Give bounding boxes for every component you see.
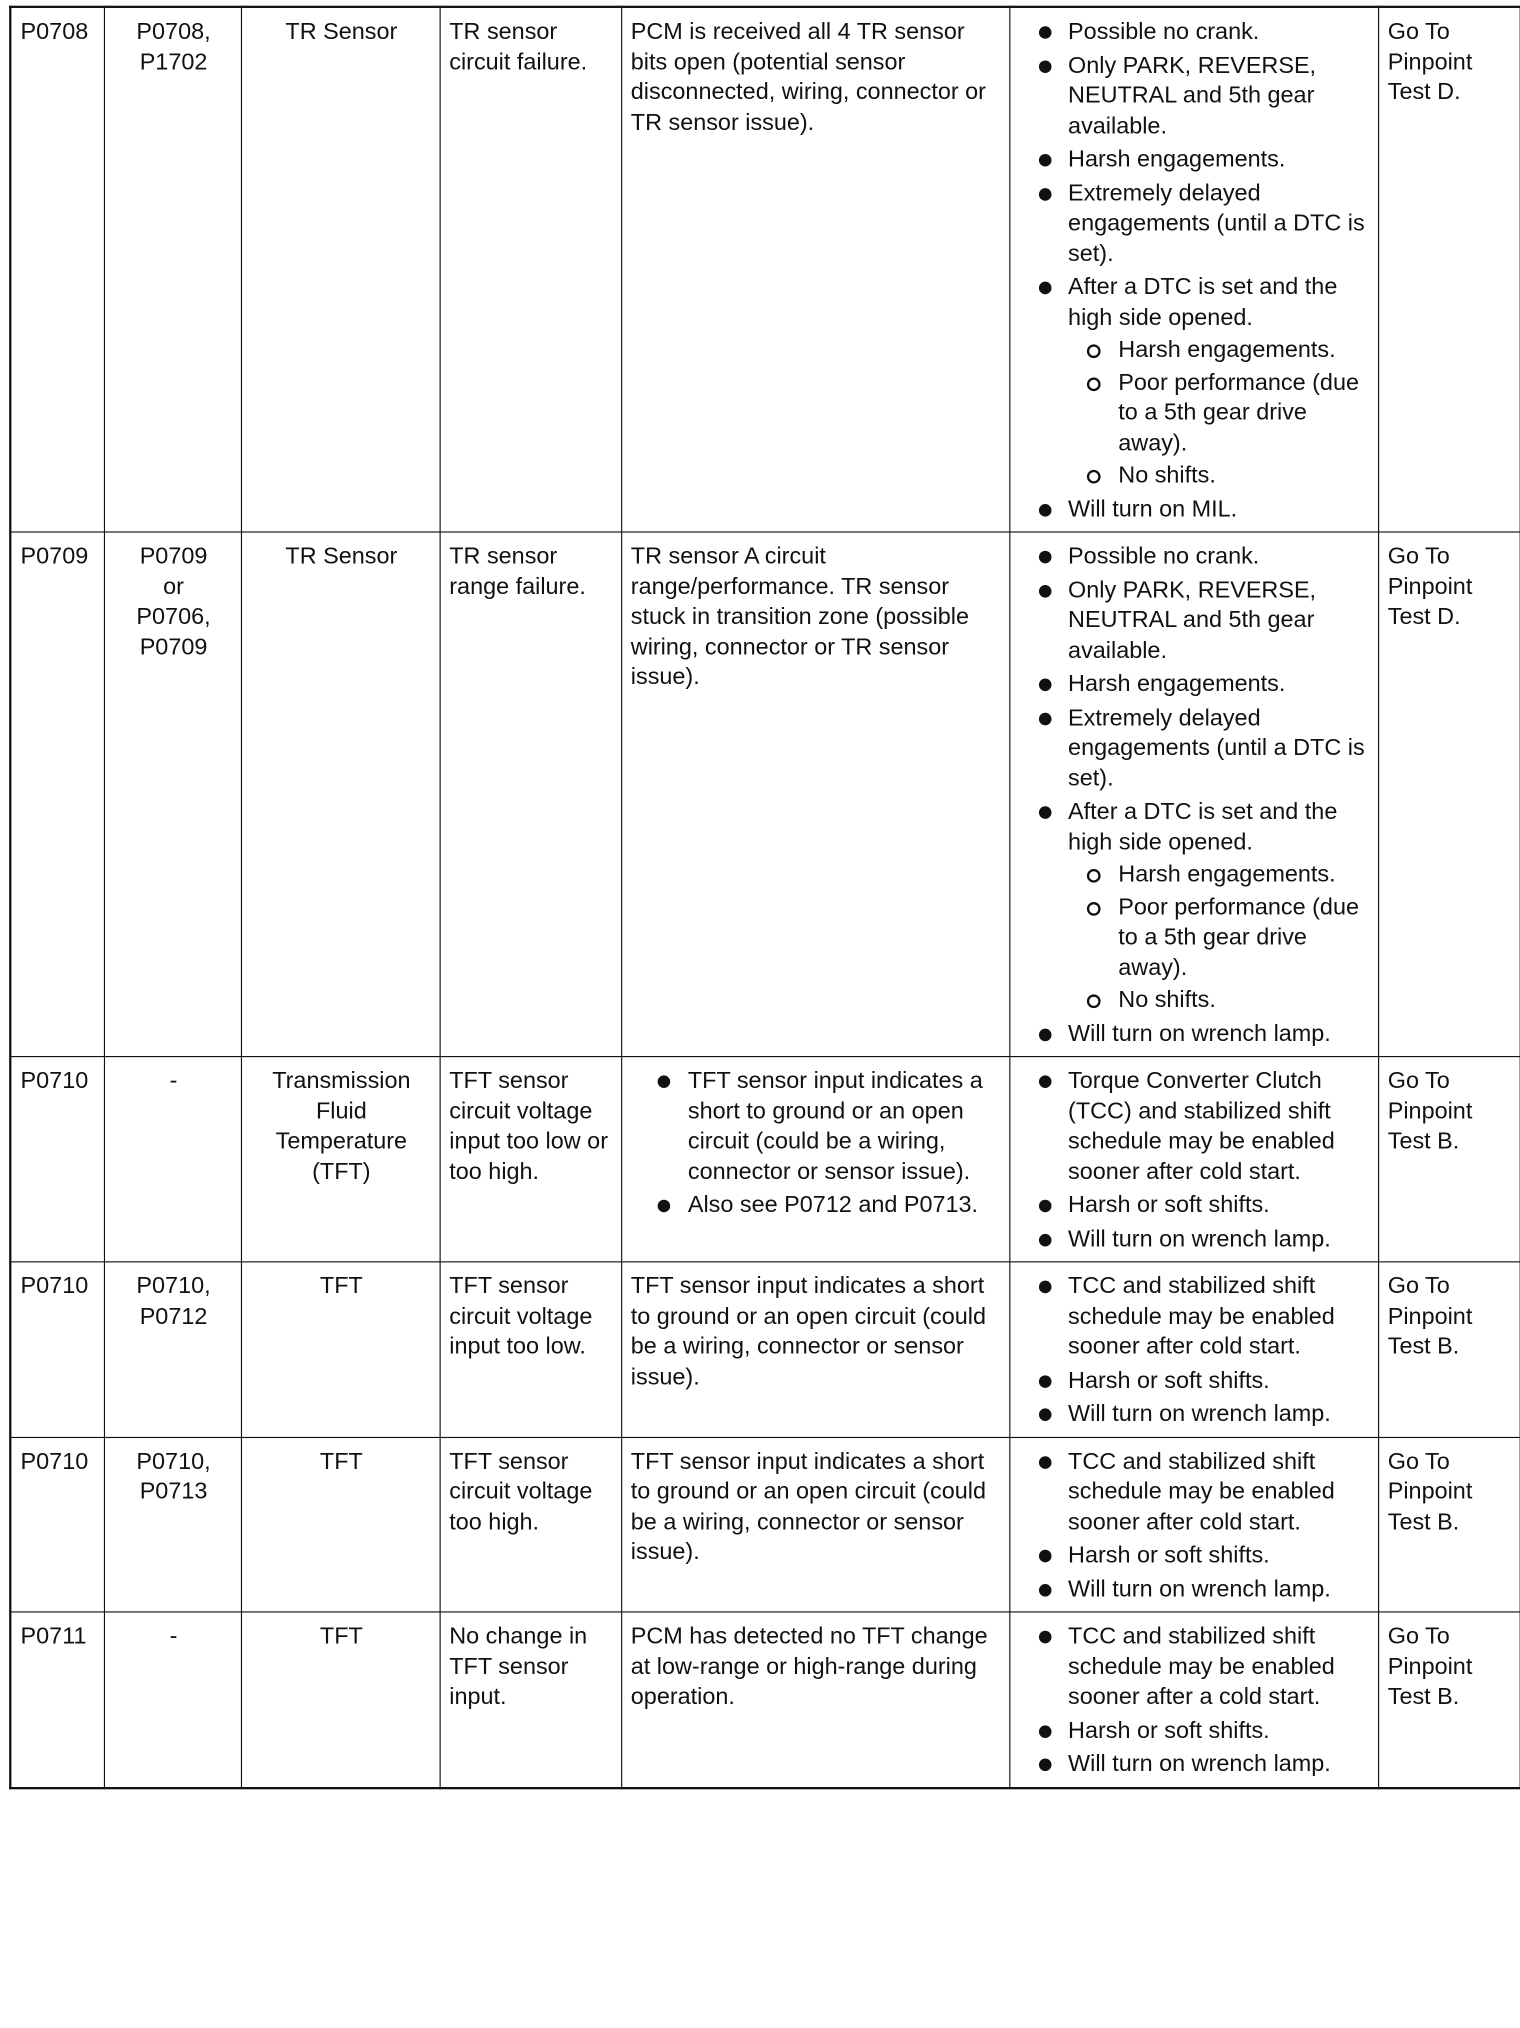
action-text: Go To Pinpoint Test D. — [1387, 18, 1473, 105]
symptom-item: Only PARK, REVERSE, NEUTRAL and 5th gear available. — [1019, 575, 1371, 666]
sub-symptom-list — [1068, 860, 1371, 1016]
sub-symptom-item: No shifts. — [1068, 461, 1371, 491]
cause-cell — [621, 1057, 1009, 1262]
symptom-item: Only PARK, REVERSE, NEUTRAL and 5th gear available. — [1019, 51, 1371, 142]
cause: TFT sensor input indicates a short to ground or an open circuit (could be a wiring, connector or sensor issue). — [630, 1272, 986, 1390]
symptom-item: Harsh or soft shifts. — [1019, 1366, 1371, 1396]
cause: TFT sensor input indicates a short to ground or an open circuit (could be a wiring, connector or sensor issue). — [630, 1447, 986, 1565]
related-codes-cell — [104, 1057, 241, 1262]
description: TR sensor range failure. — [449, 542, 586, 600]
cause-cell — [621, 1262, 1009, 1437]
related-code: P0708, — [136, 18, 211, 45]
action-cell — [1378, 1057, 1520, 1262]
related-code: P0709 — [139, 542, 208, 570]
table-row — [10, 7, 1520, 532]
symptom-item: Extremely delayed engagements (until a DTC is set). — [1019, 178, 1371, 269]
symptom-list — [1019, 1447, 1371, 1605]
related-codes-cell — [104, 1612, 241, 1788]
component: TR Sensor — [285, 542, 398, 570]
component-cell — [241, 7, 440, 532]
symptom-list — [1019, 17, 1371, 524]
symptom-item: Will turn on wrench lamp. — [1019, 1749, 1371, 1779]
action-cell — [1378, 1612, 1520, 1788]
symptom-item: TCC and stabilized shift schedule may be enabled sooner after cold start. — [1019, 1447, 1371, 1538]
table-row — [10, 1057, 1520, 1262]
dtc-code: P0710 — [20, 1272, 89, 1299]
description-cell — [440, 7, 622, 532]
cause: PCM is received all 4 TR sensor bits open (potential sensor disconnected, wiring, connector or TR sensor issue). — [630, 18, 986, 136]
cause-cell — [621, 532, 1009, 1057]
related-code: - — [169, 1067, 178, 1094]
component: TFT — [319, 1447, 363, 1474]
related-code: - — [169, 1622, 178, 1650]
description-cell — [440, 532, 622, 1057]
symptom-item: Harsh engagements. — [1019, 669, 1371, 699]
related-code: or — [163, 573, 184, 600]
cause: TR sensor A circuit range/performance. TR sensor stuck in transition zone (possible wiring, connector or TR sensor issue). — [630, 542, 970, 690]
dtc-code-cell — [10, 1612, 104, 1788]
cause-item: Also see P0712 and P0713. — [631, 1191, 1002, 1221]
symptoms-cell — [1009, 1437, 1378, 1612]
dtc-code-cell — [10, 1437, 104, 1612]
related-code: P1702 — [139, 48, 208, 75]
symptom-item: Will turn on wrench lamp. — [1019, 1224, 1371, 1254]
description: TR sensor circuit failure. — [449, 18, 588, 75]
symptoms-cell — [1009, 1057, 1378, 1262]
symptom-item: Harsh or soft shifts. — [1019, 1541, 1371, 1571]
action-text: Go To Pinpoint Test B. — [1387, 1622, 1473, 1710]
action-text: Go To Pinpoint Test B. — [1387, 1447, 1473, 1535]
component-cell — [241, 1057, 440, 1262]
symptom-list — [1019, 542, 1371, 1049]
dtc-code-cell — [10, 532, 104, 1057]
action-cell — [1378, 7, 1520, 532]
symptom-list — [1019, 1066, 1371, 1254]
sub-symptom-item: Poor performance (due to a 5th gear drive away). — [1068, 892, 1371, 983]
dtc-code: P0711 — [20, 1622, 87, 1650]
symptom-item: Harsh or soft shifts. — [1019, 1191, 1371, 1221]
description: TFT sensor circuit voltage too high. — [449, 1447, 593, 1535]
symptom-item: Will turn on wrench lamp. — [1019, 1399, 1371, 1429]
related-codes-cell — [104, 1262, 241, 1437]
dtc-code-cell — [10, 1057, 104, 1262]
dtc-code-cell — [10, 1262, 104, 1437]
symptom-item: TCC and stabilized shift schedule may be enabled sooner after a cold start. — [1019, 1622, 1371, 1713]
component-cell — [241, 1437, 440, 1612]
component-cell — [241, 1262, 440, 1437]
related-code: P0710, — [136, 1272, 211, 1299]
dtc-code: P0710 — [20, 1447, 89, 1474]
sub-symptom-item: Poor performance (due to a 5th gear drive away). — [1068, 368, 1371, 459]
cause-item: TFT sensor input indicates a short to ground or an open circuit (could be a wiring, connector or sensor issue). — [631, 1066, 1002, 1187]
table-row — [10, 1437, 1520, 1612]
description-cell — [440, 1057, 622, 1262]
cause: PCM has detected no TFT change at low-range or high-range during operation. — [630, 1622, 988, 1710]
description: TFT sensor circuit voltage input too low. — [449, 1272, 593, 1360]
cause-cell — [621, 1437, 1009, 1612]
cause-list — [631, 1066, 1002, 1221]
symptom-item: Extremely delayed engagements (until a DTC is set). — [1019, 703, 1371, 794]
table-row — [10, 1612, 1520, 1788]
description: No change in TFT sensor input. — [449, 1622, 588, 1710]
component: TR Sensor — [285, 18, 398, 45]
related-code: P0706, — [136, 603, 211, 630]
symptoms-cell — [1009, 1612, 1378, 1788]
symptom-list — [1019, 1622, 1371, 1780]
symptoms-cell — [1009, 7, 1378, 532]
dtc-code-cell — [10, 7, 104, 532]
symptom-item: Possible no crank. — [1019, 17, 1371, 47]
symptom-text: After a DTC is set and the high side opened. — [1068, 273, 1338, 331]
description-cell — [440, 1262, 622, 1437]
action-text: Go To Pinpoint Test B. — [1387, 1272, 1473, 1360]
component: Transmission Fluid Temperature (TFT) — [272, 1067, 411, 1185]
symptom-text: After a DTC is set and the high side opened. — [1068, 798, 1338, 855]
symptoms-cell — [1009, 532, 1378, 1057]
symptom-item: Harsh or soft shifts. — [1019, 1716, 1371, 1746]
action-cell — [1378, 532, 1520, 1057]
symptom-item — [1019, 273, 1371, 491]
symptom-list — [1019, 1272, 1371, 1430]
related-code: P0709 — [139, 633, 208, 660]
related-code: P0713 — [139, 1477, 208, 1505]
dtc-code: P0708 — [20, 18, 89, 45]
sub-symptom-item: No shifts. — [1068, 985, 1371, 1015]
sub-symptom-item: Harsh engagements. — [1068, 860, 1371, 890]
dtc-code: P0710 — [20, 1067, 89, 1094]
action-cell — [1378, 1262, 1520, 1437]
related-code: P0710, — [136, 1447, 211, 1474]
description: TFT sensor circuit voltage input too low or too high. — [449, 1067, 608, 1185]
symptom-item: Will turn on MIL. — [1019, 494, 1371, 524]
action-text: Go To Pinpoint Test D. — [1387, 542, 1473, 630]
symptom-item — [1019, 797, 1371, 1015]
sub-symptom-list — [1068, 335, 1371, 491]
action-text: Go To Pinpoint Test B. — [1387, 1067, 1473, 1155]
description-cell — [440, 1612, 622, 1788]
component-cell — [241, 1612, 440, 1788]
symptoms-cell — [1009, 1262, 1378, 1437]
symptom-item: Possible no crank. — [1019, 542, 1371, 572]
related-code: P0712 — [139, 1302, 208, 1330]
symptom-item: Will turn on wrench lamp. — [1019, 1574, 1371, 1604]
cause-cell — [621, 7, 1009, 532]
symptom-item: Will turn on wrench lamp. — [1019, 1019, 1371, 1049]
component: TFT — [319, 1272, 363, 1299]
sub-symptom-item: Harsh engagements. — [1068, 335, 1371, 365]
related-codes-cell — [104, 1437, 241, 1612]
related-codes-cell — [104, 532, 241, 1057]
description-cell — [440, 1437, 622, 1612]
component: TFT — [319, 1622, 363, 1650]
action-cell — [1378, 1437, 1520, 1612]
component-cell — [241, 532, 440, 1057]
cause-cell — [621, 1612, 1009, 1788]
related-codes-cell — [104, 7, 241, 532]
dtc-code: P0709 — [20, 542, 89, 570]
symptom-item: Harsh engagements. — [1019, 145, 1371, 175]
symptom-item: TCC and stabilized shift schedule may be enabled sooner after cold start. — [1019, 1272, 1371, 1363]
symptom-item: Torque Converter Clutch (TCC) and stabilized shift schedule may be enabled sooner after cold start. — [1019, 1066, 1371, 1187]
table-row — [10, 1262, 1520, 1437]
table-row — [10, 532, 1520, 1057]
dtc-table — [9, 6, 1520, 1789]
